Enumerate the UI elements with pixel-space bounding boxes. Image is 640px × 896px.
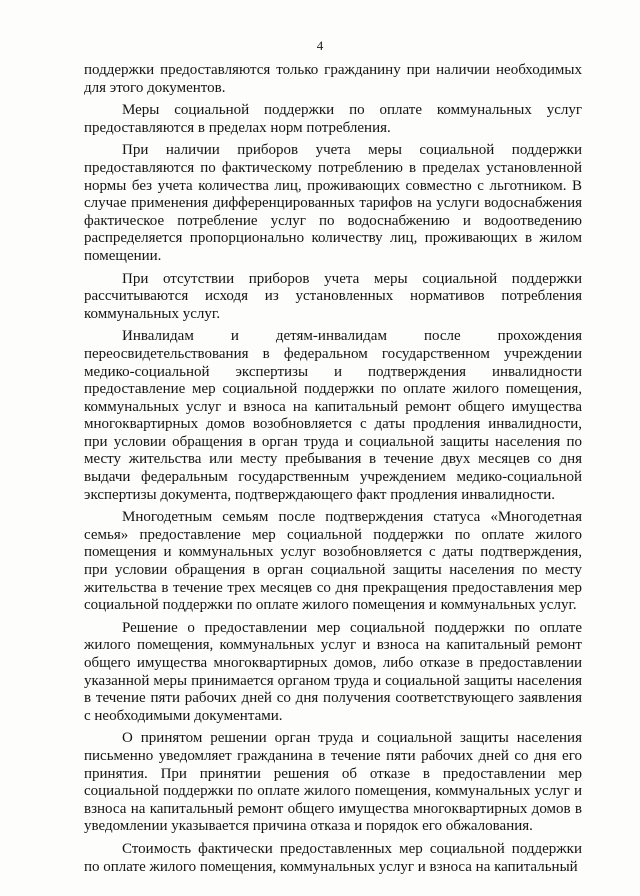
page-number: 4: [316, 38, 324, 53]
paragraph-disabled-persons: Инвалидам и детям-инвалидам после прохождения переосвидетельствования в федеральном государственном учреждении медико-социальной экспертизы и подтверждения инвалидности предоставление мер социальной поддержки по оплате жилого помещения, коммунальных услуг и взноса на капитальный ремонт общего имущества многоквартирных домов возобновляется с даты продления инвалидности, при условии обращения в орган труда и социальной защиты населения по месту жительства или месту пребывания в течение двух месяцев со дня выдачи федеральным государственным учреждением медико-социальной экспертизы документа, подтверждающего факт продления инвалидности.: [84, 328, 582, 503]
paragraph-meters-absent: При отсутствии приборов учета меры социальной поддержки рассчитываются исходя из установленных нормативов потребления коммунальных услуг.: [84, 270, 582, 322]
paragraph-decision: Решение о предоставлении мер социальной поддержки по оплате жилого помещения, коммунальных услуг и взноса на капитальный ремонт общего имущества многоквартирных домов, либо отказе в предоставлении указанной меры принимается органом труда и социальной защиты населения в течение пяти рабочих дней со дня получения соответствующего заявления с необходимыми документами.: [84, 619, 582, 724]
paragraph-consumption-norms: Меры социальной поддержки по оплате коммунальных услуг предоставляются в пределах норм потребления.: [84, 102, 582, 136]
paragraph-continuation: поддержки предоставляются только гражданину при наличии необходимых для этого документов.: [84, 62, 582, 96]
paragraph-meters-present: При наличии приборов учета меры социальной поддержки предоставляются по фактическому потреблению в пределах установленной нормы без учета количества лиц, проживающих совместно с льготником. В случае применения дифференцированных тарифов на услуги водоснабжения фактическое потребление услуг по водоснабжению и водоотведению распределяется пропорционально количеству лиц, проживающих в жилом помещении.: [84, 142, 582, 264]
document-body: [84, 62, 582, 881]
paragraph-notification: О принятом решении орган труда и социальной защиты населения письменно уведомляет гражданина в течение пяти рабочих дней со дня его принятия. При принятии решения об отказе в предоставлении мер социальной поддержки по оплате жилого помещения, коммунальных услуг и взноса на капитальный ремонт общего имущества многоквартирных домов в уведомлении указывается причина отказа и порядок его обжалования.: [84, 730, 582, 835]
paragraph-large-families: Многодетным семьям после подтверждения статуса «Многодетная семья» предоставление мер социальной поддержки по оплате жилого помещения и коммунальных услуг возобновляется с даты подтверждения, при условии обращения в орган социальной защиты населения по месту жительства в течение трех месяцев со дня прекращения предоставления мер социальной поддержки по оплате жилого помещения и коммунальных услуг.: [84, 509, 582, 614]
paragraph-cost: Стоимость фактически предоставленных мер социальной поддержки по оплате жилого помещения, коммунальных услуг и взноса на капитальный: [84, 840, 582, 875]
